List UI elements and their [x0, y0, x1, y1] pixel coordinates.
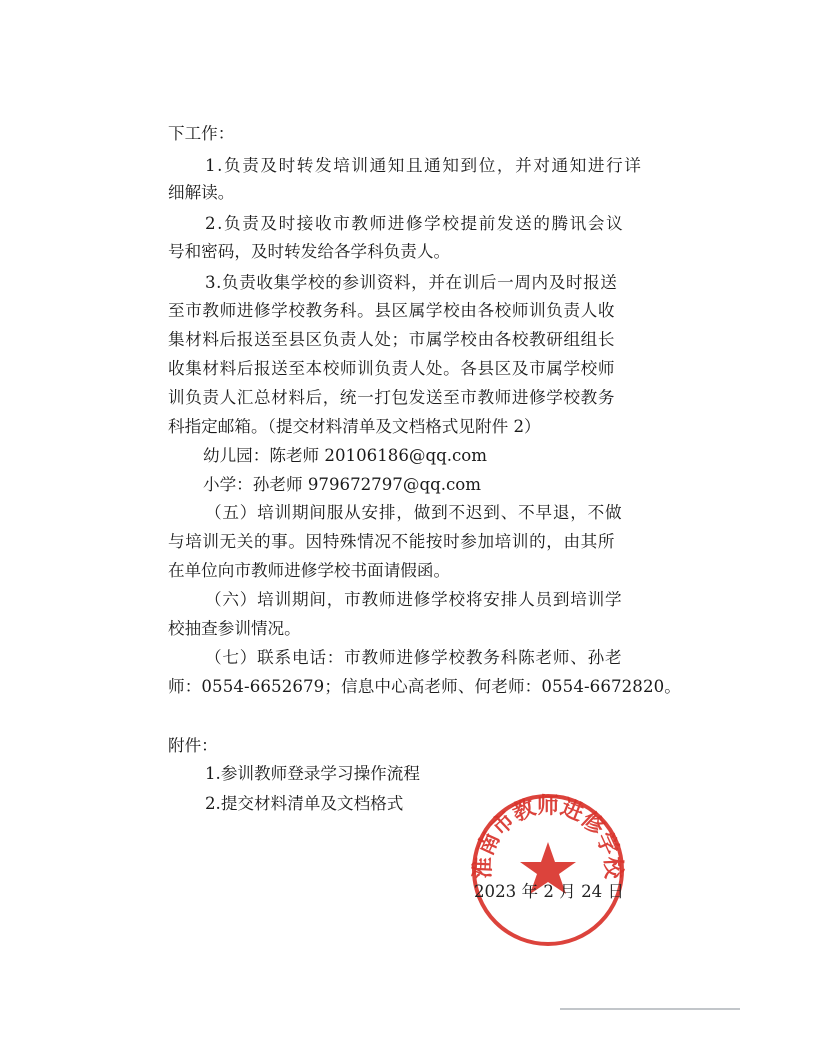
text-line: 至市教师进修学校教务科。县区属学校由各校师训负责人收 [168, 301, 616, 320]
text-line: 2.提交材料清单及文档格式 [205, 794, 404, 813]
text-line: （五）培训期间服从安排，做到不迟到、不早退，不做 [205, 503, 623, 522]
text-line: 小学：孙老师 979672797@qq.com [203, 475, 481, 494]
document-date: 2023 年 2 月 24 日 [474, 882, 625, 901]
text-line: 3.负责收集学校的参训资料，并在训后一周内及时报送 [205, 273, 618, 292]
text-line: 师：0554-6652679；信息中心高老师、何老师：0554-6672820。 [168, 677, 681, 696]
text-line: 与培训无关的事。因特殊情况不能按时参加培训的，由其所 [168, 532, 616, 551]
text-line: （七）联系电话：市教师进修学校教务科陈老师、孙老 [205, 648, 623, 667]
text-line: （六）培训期间，市教师进修学校将安排人员到培训学 [205, 590, 623, 609]
text-line: 收集材料后报送至本校师训负责人处。各县区及市属学校师 [168, 359, 616, 378]
text-line: 1.参训教师登录学习操作流程 [205, 764, 420, 783]
text-line: 在单位向市教师进修学校书面请假函。 [168, 561, 451, 580]
text-line: 附件： [168, 736, 218, 755]
text-line: 2.负责及时接收市教师进修学校提前发送的腾讯会议 [205, 214, 625, 233]
text-line: 校抽查参训情况。 [168, 619, 301, 638]
text-line: 号和密码，及时转发给各学科负责人。 [168, 242, 451, 261]
text-line: 科指定邮箱。（提交材料清单及文档格式见附件 2） [168, 417, 541, 436]
page-edge-line [560, 1008, 740, 1010]
text-line: 1.负责及时转发培训通知且通知到位，并对通知进行详 [205, 156, 643, 175]
text-line: 下工作： [168, 124, 235, 143]
text-line: 训负责人汇总材料后，统一打包发送至市教师进修学校教务 [168, 388, 616, 407]
official-seal [468, 790, 628, 950]
text-line: 集材料后报送至县区负责人处；市属学校由各校教研组组长 [168, 330, 616, 349]
svg-text:淮南市教师进修学校: 淮南市教师进修学校 [469, 792, 627, 880]
text-line: 细解读。 [168, 183, 235, 202]
text-line: 幼儿园：陈老师 20106186@qq.com [203, 446, 488, 465]
